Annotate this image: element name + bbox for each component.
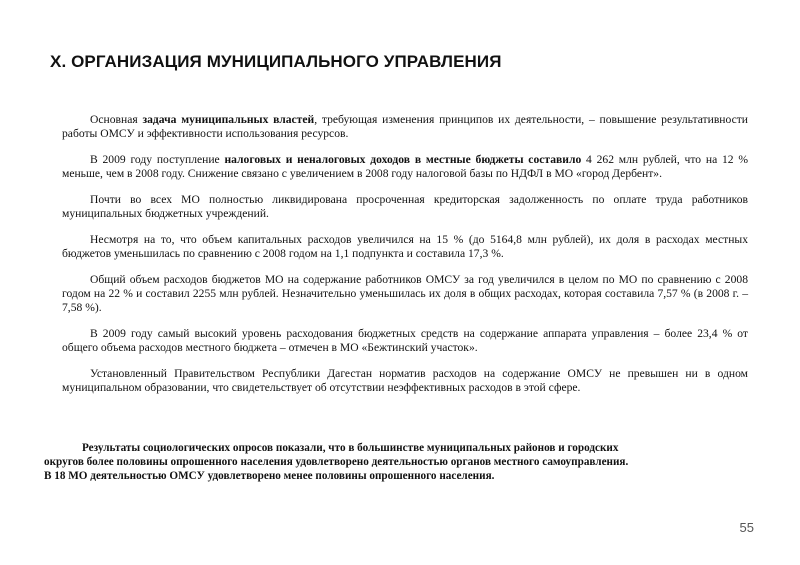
paragraph-text: Несмотря на то, что объем капитальных расходов увеличился на 15 % (до 5164,8 млн рублей), их доля в расходах местных бюджетов уменьшилась по сравнению с 2008 годом на 1,1 подпункта и составила 17,3 %.	[62, 233, 748, 260]
summary-line: Результаты социологических опросов показали, что в большинстве муниципальных районов и городских	[82, 442, 619, 454]
summary-line: округов более половины опрошенного населения удовлетворено деятельностью органов местного самоуправления.	[44, 456, 629, 468]
paragraph-text: , требующая изменения принципов их деятельности, – повышение результативности работы ОМСУ и эффективности использования ресурсов.	[62, 113, 749, 140]
body-text	[62, 113, 748, 407]
paragraph-highest-level	[62, 327, 748, 355]
page-number: 55	[739, 520, 754, 535]
paragraph-text: Основная	[90, 113, 143, 126]
paragraph-text: Общий объем расходов бюджетов МО на содержание работников ОМСУ за год увеличился в целом по МО по сравнению с 2008 годом на 22 % и составил 2255 млн рублей. Незначительно уменьшилась их доля в общих расходах, которая составила 7,57 % (в 2008 г. – 7,58 %).	[62, 273, 748, 314]
paragraph-text: Почти во всех МО полностью ликвидирована просроченная кредиторская задолженность по оплате труда работников муниципальных бюджетных учреждений.	[62, 193, 748, 220]
paragraph-text: В 2009 году самый высокий уровень расходования бюджетных средств на содержание аппарата управления – более 23,4 % от общего объема расходов местного бюджета – отмечен в МО «Бежтинский участок».	[62, 327, 748, 354]
slide-title: X. ОРГАНИЗАЦИЯ МУНИЦИПАЛЬНОГО УПРАВЛЕНИЯ	[50, 52, 502, 71]
paragraph-revenue	[62, 153, 748, 181]
summary-line: В 18 МО деятельностью ОМСУ удовлетворено менее половины опрошенного населения.	[44, 470, 495, 482]
paragraph-norm	[62, 367, 748, 395]
paragraph-main-task	[62, 113, 748, 141]
paragraph-emphasis: налоговых и неналоговых доходов в местные бюджеты составило	[224, 153, 582, 166]
paragraph-text: Установленный Правительством Республики Дагестан норматив расходов на содержание ОМСУ не превышен ни в одном муниципальном образовании, что свидетельствует об отсутствии неэффективных расходов в этой сфере.	[62, 367, 748, 394]
paragraph-text: В 2009 году поступление	[90, 153, 225, 166]
paragraph-staff-expenses	[62, 273, 748, 315]
paragraph-emphasis: задача муниципальных властей	[142, 113, 315, 126]
paragraph-capital-expenses	[62, 233, 748, 261]
paragraph-text: 4 262 млн рублей, что на 12 % меньше, чем в 2008 году. Снижение связано с увеличением в 2008 году налоговой базы по НДФЛ в МО «город Дербент».	[62, 153, 749, 180]
paragraph-debt	[62, 193, 748, 221]
survey-summary	[44, 441, 754, 483]
